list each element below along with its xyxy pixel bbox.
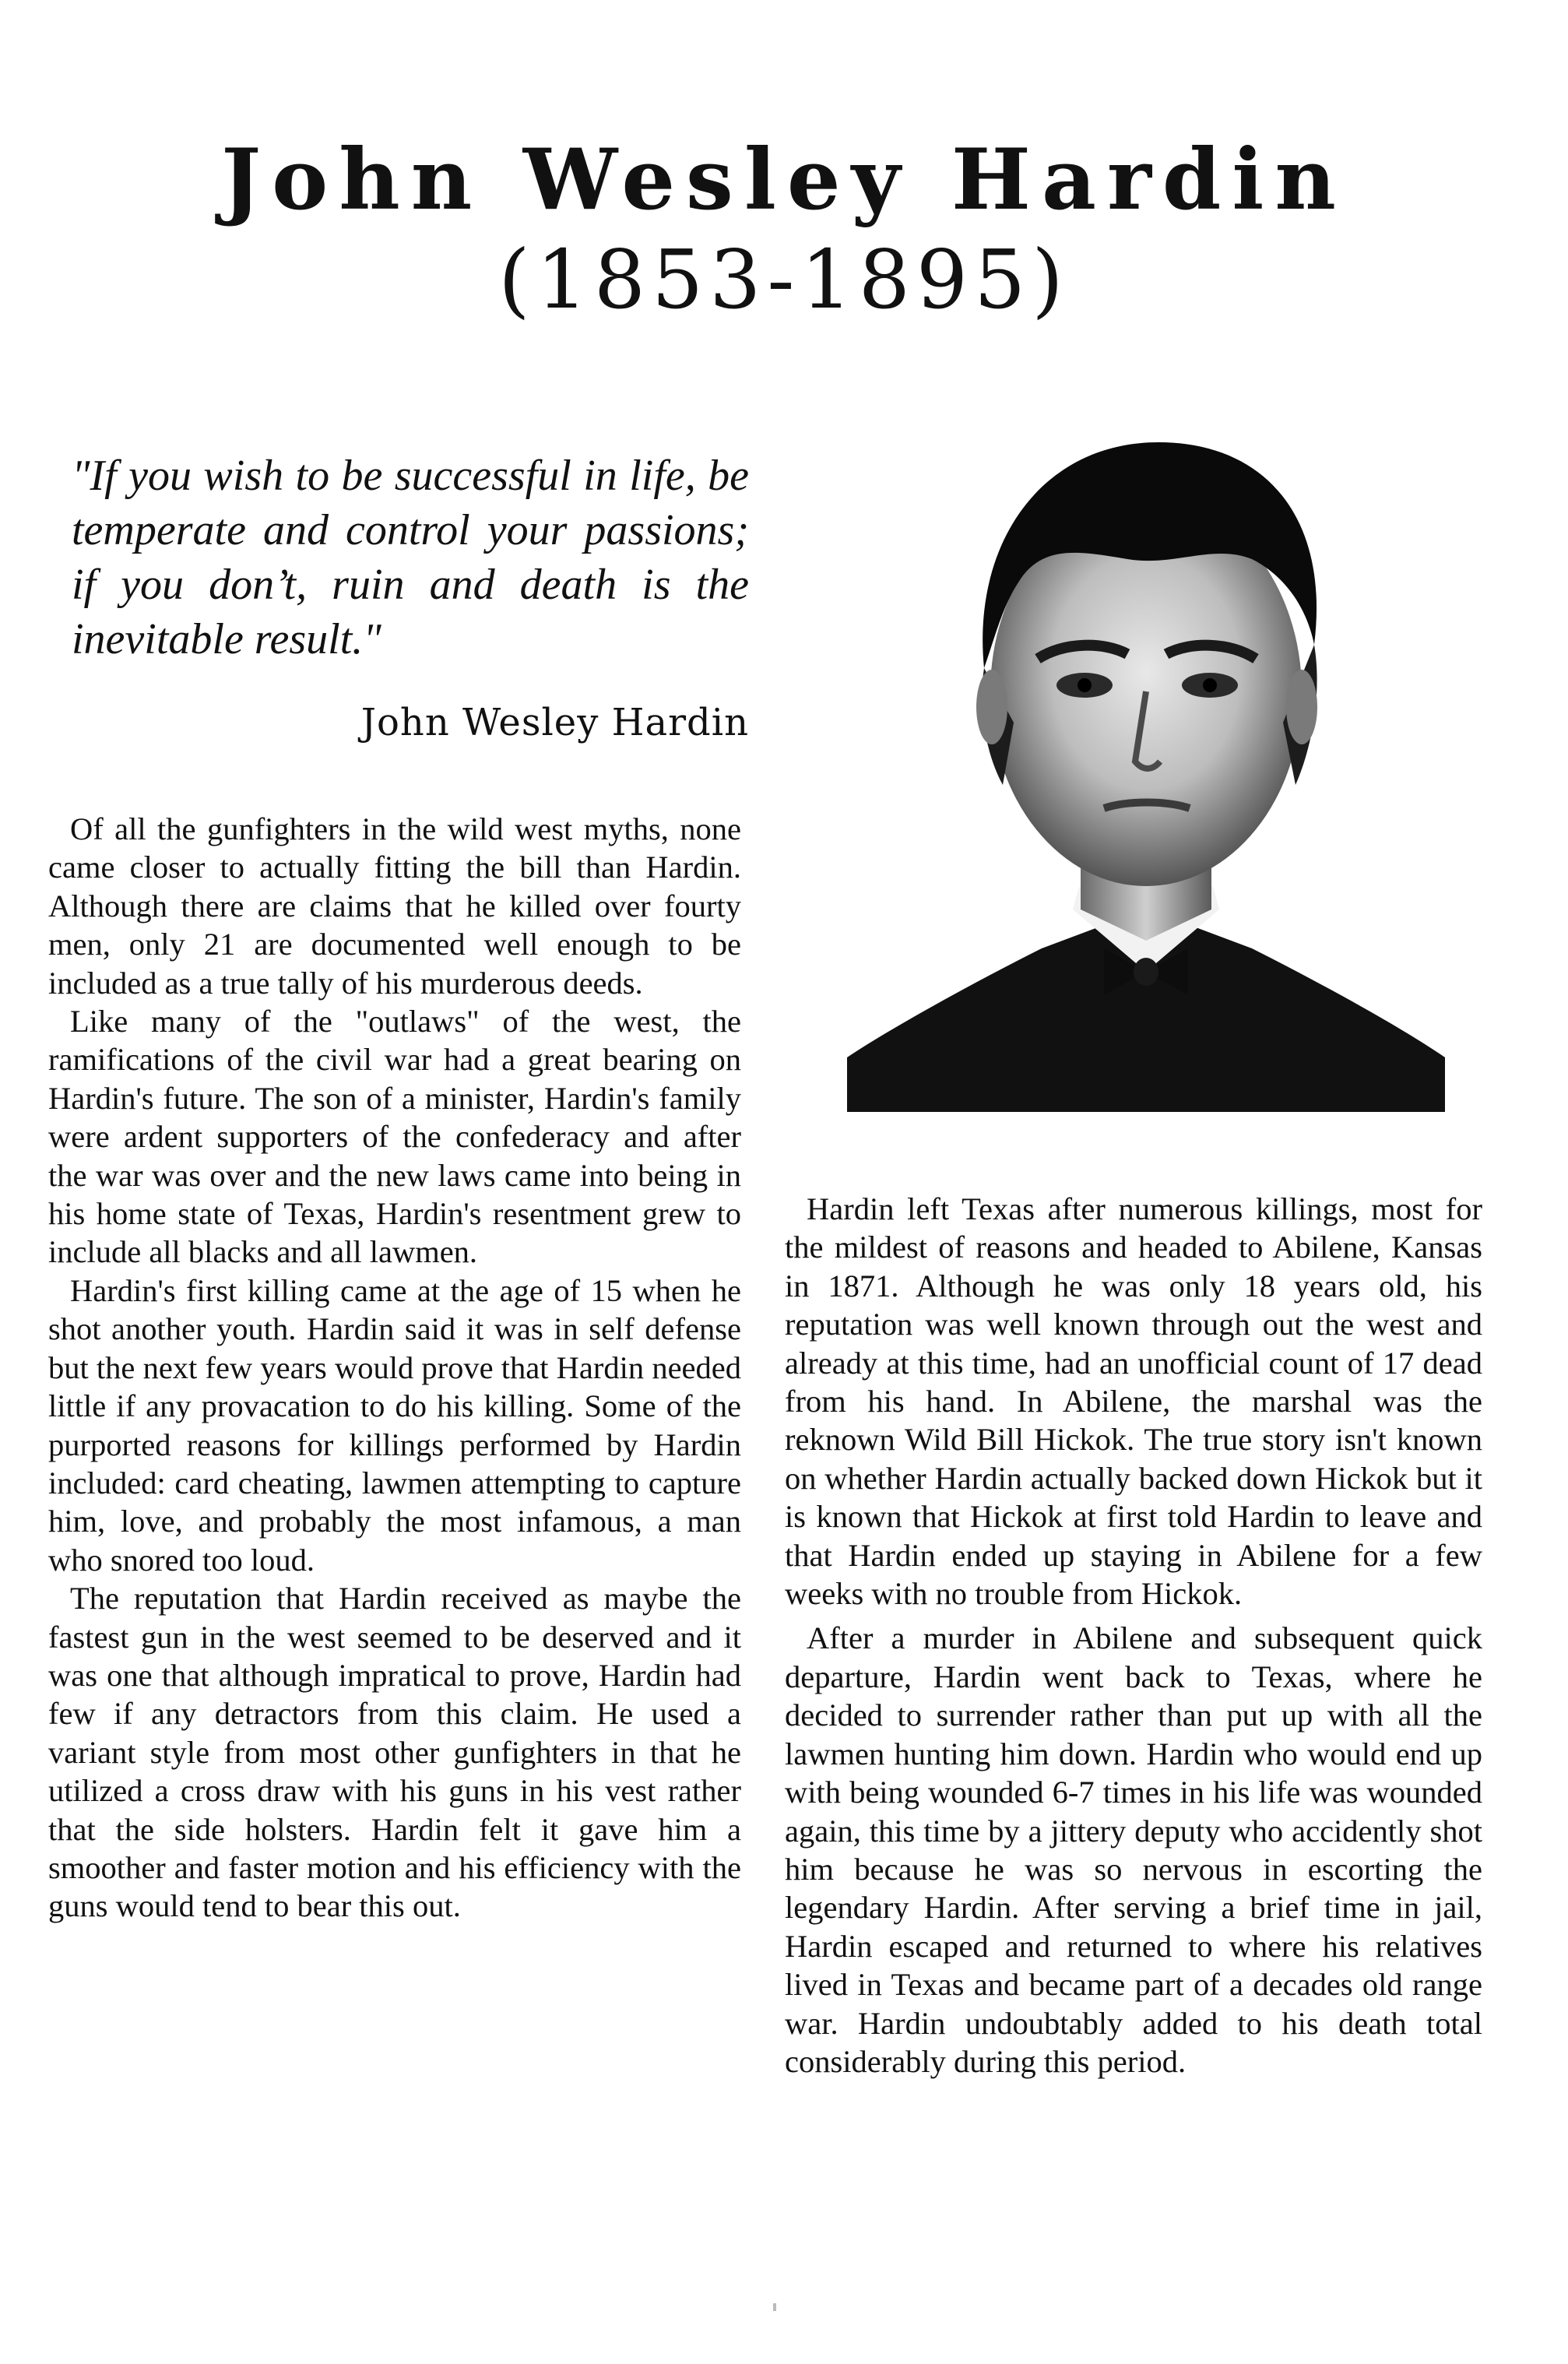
left-column: [48, 810, 741, 1926]
epigraph-quote: "If you wish to be successful in life, be temperate and control your passions; if you don’t, ruin and death is the inevitable result.": [72, 452, 749, 663]
left-paragraph-2: Like many of the "outlaws" of the west, the ramifications of the civil war had a great bearing on Hardin's future. The son of a minister, Hardin's family were ardent supporters of the confederacy and after the war was over and the new laws came into being in his home state of Texas, Hardin's resentment grew to include all blacks and all lawmen.: [48, 1004, 741, 1270]
page-title: John Wesley Hardin: [221, 131, 1347, 229]
left-paragraph-1: Of all the gunfighters in the wild west myths, none came closer to actually fitting the bill than Hardin. Although there are claims that he killed over fourty men, only 21 are documented well enough to be included as a true tally of his murderous deeds.: [48, 811, 741, 1001]
left-paragraph-3: Hardin's first killing came at the age of 15 when he shot another youth. Hardin said it was in self defense but the next few years would prove that Hardin needed little if any provacation to do his killing. Some of the purported reasons for killings performed by Hardin included: card cheating, lawmen attempting to capture him, love, and probably the most infamous, a man who snored too loud.: [48, 1272, 741, 1578]
page-subtitle-years: (1853-1895): [498, 232, 1070, 327]
scan-speck: [773, 2303, 776, 2311]
right-paragraph-1: Hardin left Texas after numerous killings, most for the mildest of reasons and headed to Abilene, Kansas in 1871. Although he was only 18 years old, his reputation was well known through out the west and already at this time, had an unofficial count of 17 dead from his hand. In Abilene, the marshal was the reknown Wild Bill Hickok. The true story isn't known on whether Hardin actually backed down Hickok but it is known that Hickok at first told Hardin to leave and that Hardin ended up staying in Abilene for a few weeks with no trouble from Hickok.: [785, 1191, 1482, 1612]
right-column: [785, 1190, 1482, 2081]
left-paragraph-4: The reputation that Hardin received as maybe the fastest gun in the west seemed to be deserved and it was one that although impratical to prove, Hardin had few if any detractors from this claim. He used a variant style from most other gunfighters in that he utilized a cross draw with his guns in his vest rather that the side holsters. Hardin felt it gave him a smoother and faster motion and his efficiency with the guns would tend to bear this out.: [48, 1581, 741, 1924]
epigraph-attribution: John Wesley Hardin: [360, 701, 749, 744]
portrait-photo-icon: [847, 411, 1445, 1112]
right-paragraph-2: After a murder in Abilene and subsequent quick departure, Hardin went back to Texas, where he decided to surrender rather than put up with all the lawmen hunting him down. Hardin who would end up with being wounded 6-7 times in his life was wounded again, this time by a jittery deputy who accidently shot him because he was so nervous in escorting the legendary Hardin. After serving a brief time in jail, Hardin escaped and returned to where his relatives lived in Texas and became part of a decades old range war. Hardin undoubtably added to his death total considerably during this period.: [785, 1620, 1482, 2079]
